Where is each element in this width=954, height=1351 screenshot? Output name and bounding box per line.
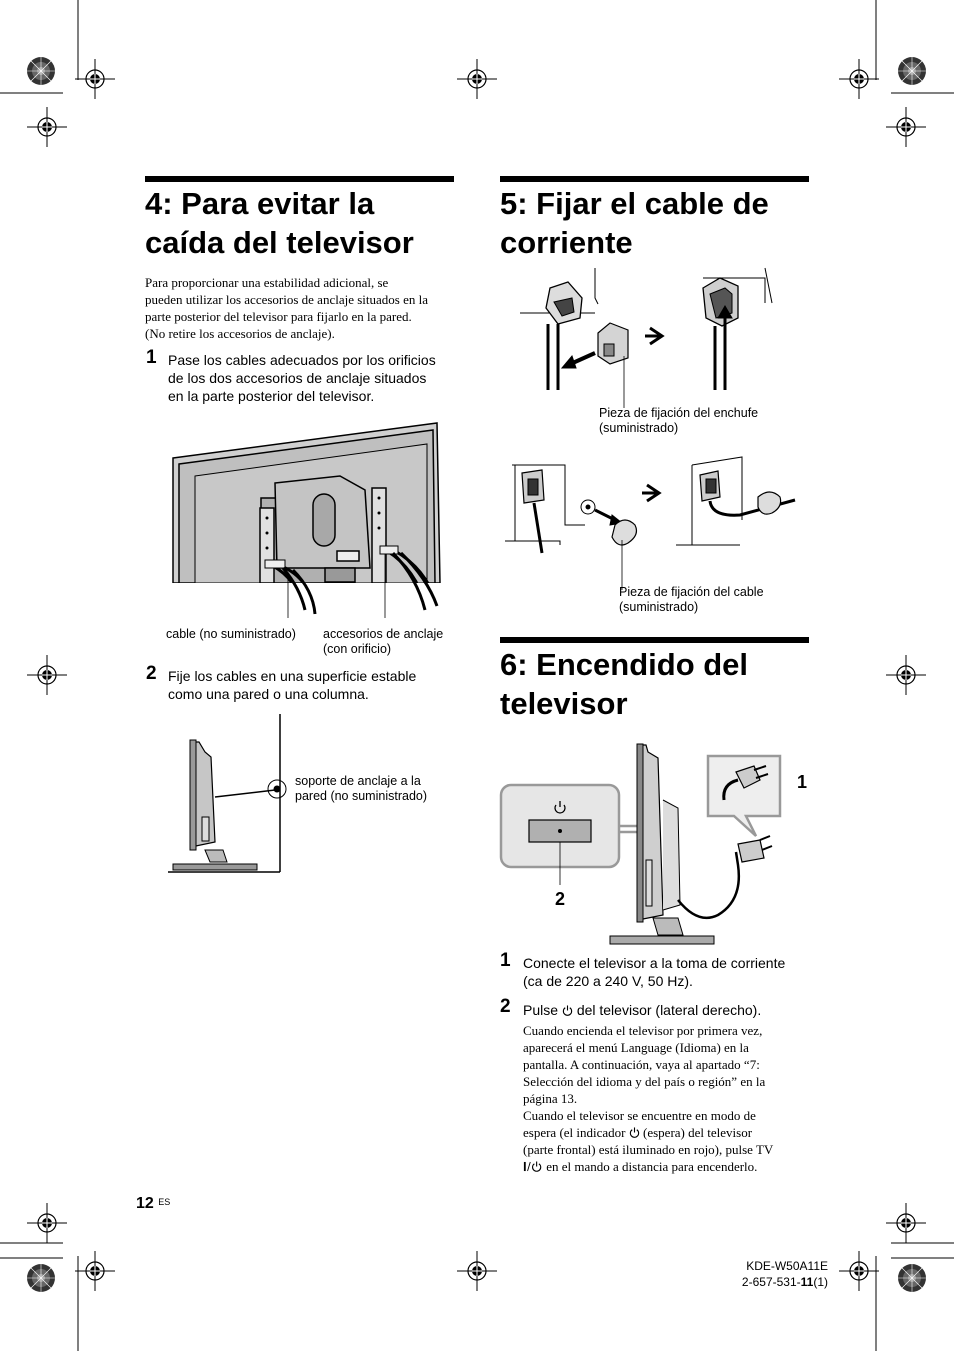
model-number: KDE-W50A11E (746, 1259, 828, 1273)
step-text: Conecte el televisor a la toma de corriente (ca de 220 a 240 V, 50 Hz). (523, 955, 786, 989)
section6-title-line2: televisor (500, 686, 628, 721)
section6-rule (500, 637, 809, 643)
section4-rule (145, 176, 454, 182)
step-number: 1 (146, 347, 157, 368)
step-text: Pase los cables adecuados por los orificios de los dos accesorios de anclaje situados en la parte posterior del televisor. (168, 352, 436, 404)
intro-line: pueden utilizar los accesorios de anclaje situados en la (145, 292, 429, 307)
section4-intro (145, 274, 465, 342)
section5-rule (500, 176, 809, 182)
doc-code: 2-657-531-11(1) (741, 1275, 828, 1289)
label-cable-fixing: Pieza de fijación del cable (suministrado) (619, 585, 764, 614)
section5-title-line2: corriente (500, 225, 633, 260)
label-cable: cable (no suministrado) (166, 627, 296, 641)
section4-title (145, 184, 465, 262)
power-standby-icon (523, 1161, 543, 1172)
step-text: Pulse del televisor (lateral derecho). (523, 1002, 762, 1018)
tv-back-illustration (165, 418, 465, 618)
intro-line: (No retire los accesorios de anclaje). (145, 326, 335, 341)
section6-title-line1: 6: Encendido del (500, 647, 749, 682)
power-standby-icon (629, 1127, 640, 1138)
plug-fixing-illustration (510, 258, 810, 408)
page-number: 12 ES (136, 1195, 171, 1212)
power-on-note: Cuando encienda el televisor por primera vez, aparecerá el menú Language (Idioma) en la pantalla. A continuación, vaya al apartado “7: Selección del idioma y del país o región” en la página 13. Cuando el televisor se encuentre en modo de espera (el indicador (espera) del televisor (parte frontal) está iluminado en rojo), pulse TV en el mando a distancia para encenderlo. (523, 1023, 774, 1174)
tv-wall-illustration (165, 712, 295, 877)
callout-2: 2 (555, 889, 566, 909)
section4-title-line1: 4: Para evitar la (145, 186, 375, 221)
intro-line: Para proporcionar una estabilidad adicional, se (145, 275, 389, 290)
model-code (700, 1258, 828, 1290)
section5-title (500, 184, 820, 262)
section6-title (500, 645, 820, 723)
label-plug-fixing: Pieza de fijación del enchufe (suministrado) (599, 406, 759, 435)
label-wall-bracket: soporte de anclaje a la pared (no suministrado) (295, 774, 428, 803)
label-accessories: accesorios de anclaje (con orificio) (323, 627, 444, 656)
intro-line: parte posterior del televisor para fijarlo en la pared. (145, 309, 412, 324)
cable-fixing-illustration (500, 445, 810, 590)
power-on-illustration (498, 740, 818, 950)
section4-title-line2: caída del televisor (145, 225, 414, 260)
power-standby-icon (562, 1005, 573, 1016)
section5-title-line1: 5: Fijar el cable de (500, 186, 769, 221)
step-number: 1 (500, 950, 511, 971)
callout-1: 1 (797, 772, 808, 792)
step-text: Fije los cables en una superficie estable como una pared o una columna. (168, 668, 417, 702)
step-number: 2 (146, 663, 157, 684)
step-number: 2 (500, 996, 511, 1017)
